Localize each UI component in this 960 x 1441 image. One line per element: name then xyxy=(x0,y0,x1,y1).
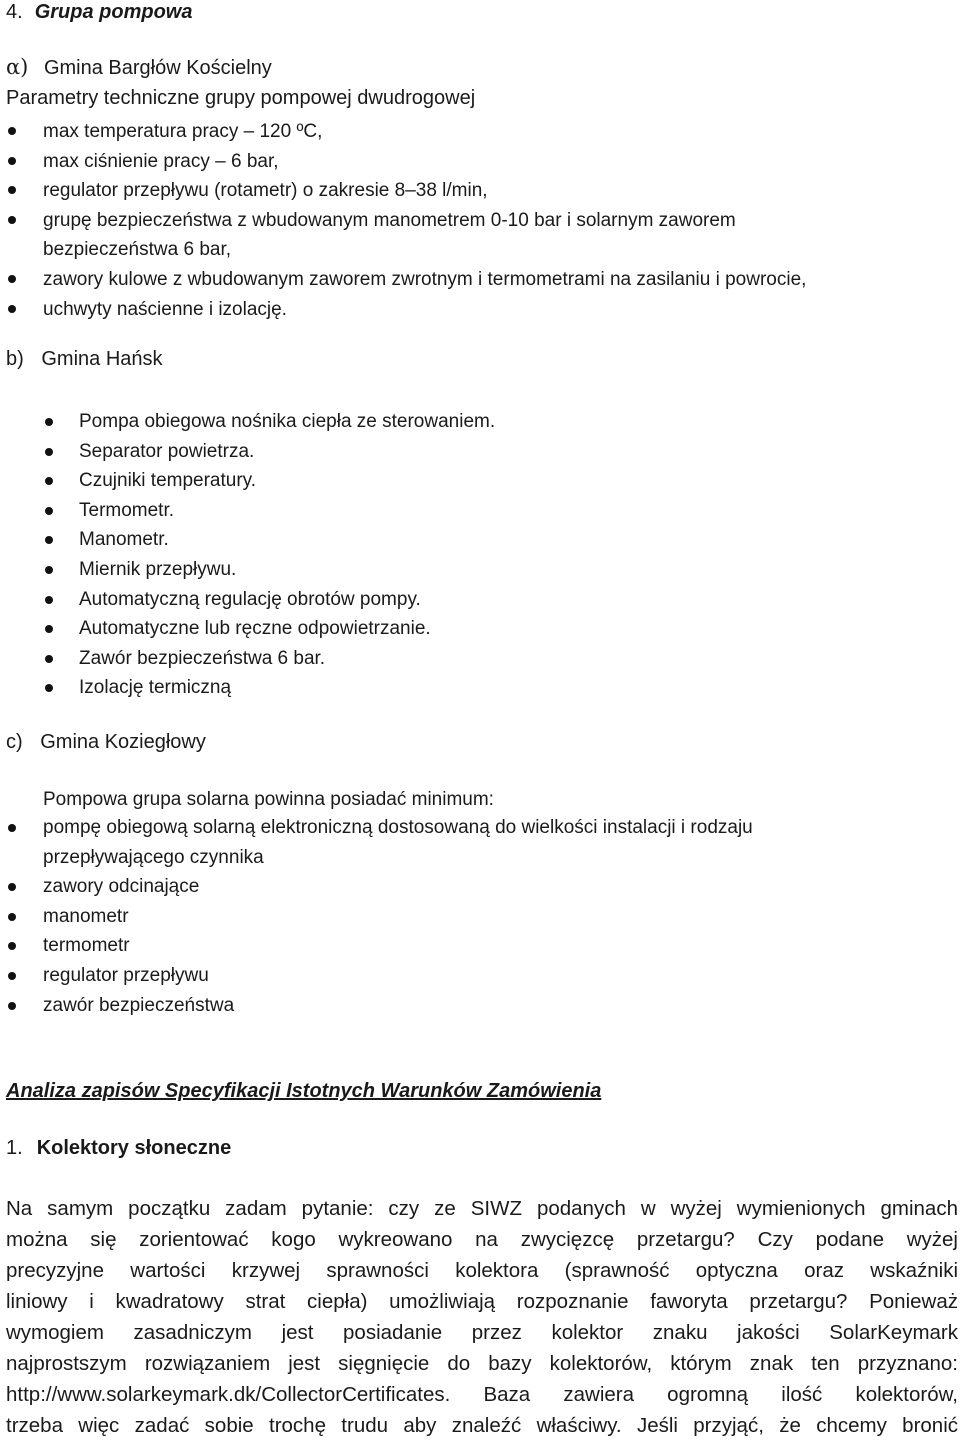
list-item: Automatyczną regulację obrotów pompy. xyxy=(0,585,495,615)
list-item: Izolację termiczną xyxy=(0,673,495,703)
bullet-icon xyxy=(45,625,53,633)
list-item: zawory odcinające xyxy=(0,872,753,902)
list-item-continuation: bezpieczeństwa 6 bar, xyxy=(43,239,232,261)
list-item: zawory kulowe z wbudowanym zaworem zwrotnym i termometrami na zasilaniu i powrocie, xyxy=(0,265,806,295)
section-1-number: 1. xyxy=(6,1137,23,1159)
section-c-title: Gmina Koziegłowy xyxy=(40,731,206,753)
list-item: Pompa obiegowa nośnika ciepła ze sterowaniem. xyxy=(0,407,495,437)
section-a-subtitle: Parametry techniczne grupy pompowej dwudrogowej xyxy=(6,87,476,109)
bullet-icon xyxy=(8,216,16,224)
list-item: grupę bezpieczeństwa z wbudowanym manometrem 0-10 bar i solarnym zaworem xyxy=(0,206,806,236)
paragraph-line: Na samym początku zadam pytanie: czy ze SIWZ podanych w wyżej wymienionych gminach xyxy=(6,1197,958,1220)
section-c-title-line xyxy=(6,730,206,754)
bullet-icon xyxy=(8,127,16,135)
bullet-icon xyxy=(8,942,16,950)
section-1-title: Kolektory słoneczne xyxy=(36,1137,232,1159)
list-item: zawór bezpieczeństwa xyxy=(0,991,753,1021)
bullet-icon xyxy=(8,305,16,313)
bullet-icon xyxy=(45,655,53,663)
section-heading xyxy=(6,0,192,24)
section-a-list xyxy=(0,117,806,324)
list-item: Czujniki temperatury. xyxy=(0,466,495,496)
analysis-heading: Analiza zapisów Specyfikacji Istotnych Warunków Zamówienia xyxy=(6,1080,602,1102)
section-b-title-line xyxy=(6,347,163,371)
bullet-icon xyxy=(8,824,16,832)
section-b-list xyxy=(0,407,495,703)
section-b-marker: b) xyxy=(6,348,24,370)
section-c-list xyxy=(0,813,753,1020)
list-item: regulator przepływu xyxy=(0,961,753,991)
paragraph-line: precyzyjne wartości krzywej sprawności kolektora (sprawność optyczna oraz wskaźniki xyxy=(6,1259,958,1282)
bullet-icon xyxy=(8,275,16,283)
paragraph-line: wymogiem zasadniczym jest posiadanie przez kolektor znaku jakości SolarKeymark xyxy=(6,1321,958,1344)
list-item: max temperatura pracy – 120 ºC, xyxy=(0,117,806,147)
bullet-icon xyxy=(8,157,16,165)
bullet-icon xyxy=(45,507,53,515)
section-a-title: Gmina Bargłów Kościelny xyxy=(43,57,272,79)
paragraph-line: najprostszym rozwiązaniem jest sięgnięcie do bazy kolektorów, którym znak ten przyznano: xyxy=(6,1352,958,1375)
bullet-icon xyxy=(8,1002,16,1010)
paragraph-line: http://www.solarkeymark.dk/CollectorCertificates. Baza zawiera ogromną ilość kolektorów, xyxy=(6,1383,958,1406)
section-a-title-line xyxy=(6,55,272,80)
bullet-icon xyxy=(8,883,16,891)
bullet-icon xyxy=(45,448,53,456)
bullet-icon xyxy=(45,536,53,544)
bullet-icon xyxy=(8,972,16,980)
list-item: regulator przepływu (rotametr) o zakresie 8–38 l/min, xyxy=(0,176,806,206)
bullet-icon xyxy=(45,418,53,426)
list-item: Zawór bezpieczeństwa 6 bar. xyxy=(0,644,495,674)
list-item: Termometr. xyxy=(0,496,495,526)
list-item: Miernik przepływu. xyxy=(0,555,495,585)
section-1-heading xyxy=(6,1134,231,1162)
paragraph-line: liniowy i kwadratowy strat ciepła) umożliwiają rozpoznanie faworyta przetargu? Ponieważ xyxy=(6,1290,958,1313)
body-paragraph xyxy=(6,1193,958,1441)
section-c-marker: c) xyxy=(6,731,23,753)
list-item: max ciśnienie pracy – 6 bar, xyxy=(0,147,806,177)
bullet-icon xyxy=(45,684,53,692)
list-item-continuation: przepływającego czynnika xyxy=(43,846,264,868)
paragraph-line: trzeba więc zadać sobie trochę trudu aby znaleźć właściwy. Jeśli przyjąć, że chcemy bronić xyxy=(6,1414,958,1437)
list-item: Manometr. xyxy=(0,525,495,555)
list-item: uchwyty naścienne i izolację. xyxy=(0,295,806,325)
list-item: Separator powietrza. xyxy=(0,437,495,467)
bullet-icon xyxy=(45,477,53,485)
bullet-icon xyxy=(8,186,16,194)
bullet-icon xyxy=(8,913,16,921)
bullet-icon xyxy=(45,566,53,574)
heading-number: 4. xyxy=(6,1,23,23)
section-c-intro: Pompowa grupa solarna powinna posiadać minimum: xyxy=(43,789,494,810)
list-item: manometr xyxy=(0,902,753,932)
list-item: pompę obiegową solarną elektroniczną dostosowaną do wielkości instalacji i rodzaju xyxy=(0,813,753,843)
paragraph-line: można się zorientować kogo wykreowano na zwycięzcę przetargu? Czy podane wyżej xyxy=(6,1228,958,1251)
list-item: termometr xyxy=(0,931,753,961)
bullet-icon xyxy=(45,596,53,604)
section-b-title: Gmina Hańsk xyxy=(41,348,163,370)
list-item: Automatyczne lub ręczne odpowietrzanie. xyxy=(0,614,495,644)
section-a-marker: α) xyxy=(6,55,29,79)
heading-title: Grupa pompowa xyxy=(34,1,193,23)
